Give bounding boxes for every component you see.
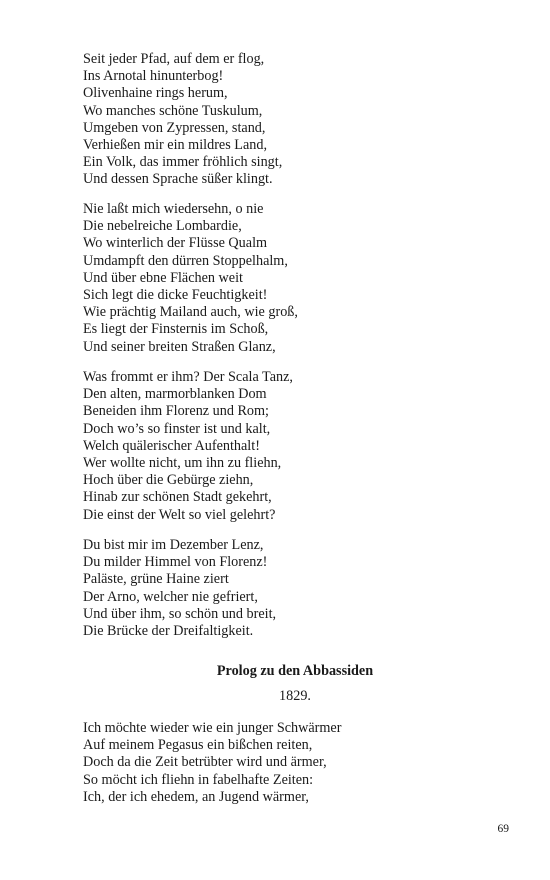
verse-line: Wo winterlich der Flüsse Qualm [83, 235, 268, 252]
verse-line: Du milder Himmel von Florenz! [83, 554, 268, 571]
verse-line: Doch da die Zeit betrübter wird und ärmer, [83, 754, 327, 771]
stanza-1 [83, 51, 282, 189]
verse-line: Und über ebne Flächen weit [83, 269, 243, 286]
verse-line: Die einst der Welt so viel gelehrt? [83, 506, 276, 523]
verse-line: Wie prächtig Mailand auch, wie groß, [83, 304, 298, 321]
verse-line: Und seiner breiten Straßen Glanz, [83, 338, 276, 355]
verse-line: Die Brücke der Dreifaltigkeit. [83, 623, 254, 640]
poem2-stanza-1 [83, 720, 341, 806]
verse-line: Welch quälerischer Aufenthalt! [83, 437, 260, 454]
stanza-4 [83, 537, 276, 640]
stanza-2 [83, 201, 298, 356]
verse-line: Beneiden ihm Florenz und Rom; [83, 403, 269, 420]
verse-line: Nie laßt mich wiedersehn, o nie [83, 201, 264, 217]
stanza-3 [83, 369, 293, 524]
verse-line: Wo manches schöne Tuskulum, [83, 102, 263, 119]
verse-line: Paläste, grüne Haine ziert [83, 571, 229, 588]
verse-line: Seit jeder Pfad, auf dem er flog, [83, 51, 265, 67]
verse-line: Die nebelreiche Lombardie, [83, 218, 242, 235]
verse-line: Umdampft den dürren Stoppelhalm, [83, 252, 288, 269]
verse-line: Wer wollte nicht, um ihn zu fliehn, [83, 455, 282, 472]
verse-line: Was frommt er ihm? Der Scala Tanz, [83, 369, 293, 385]
verse-line: So möcht ich fliehn in fabelhafte Zeiten: [83, 771, 314, 788]
verse-line: Auf meinem Pegasus ein bißchen reiten, [83, 737, 313, 754]
verse-line: Hoch über die Gebürge ziehn, [83, 472, 254, 489]
verse-line: Ich möchte wieder wie ein junger Schwärmer [83, 720, 342, 736]
verse-line: Und über ihm, so schön und breit, [83, 605, 277, 622]
verse-line: Ins Arnotal hinunterbog! [83, 68, 224, 85]
verse-line: Verhießen mir ein mildres Land, [83, 137, 267, 154]
verse-line: Olivenhaine rings herum, [83, 85, 228, 102]
verse-line: Hinab zur schönen Stadt gekehrt, [83, 489, 272, 506]
verse-line: Der Arno, welcher nie gefriert, [83, 588, 258, 605]
verse-line: Den alten, marmorblanken Dom [83, 386, 267, 403]
verse-line: Ein Volk, das immer fröhlich singt, [83, 154, 283, 171]
verse-line: Sich legt die dicke Feuchtigkeit! [83, 287, 268, 304]
verse-line: Und dessen Sprache süßer klingt. [83, 171, 273, 188]
poem-title: Prolog zu den Abbassiden [216, 663, 374, 679]
verse-line: Umgeben von Zypressen, stand, [83, 119, 266, 136]
page-number: 69 [497, 823, 509, 835]
verse-line: Ich, der ich ehedem, an Jugend wärmer, [83, 788, 309, 805]
verse-line: Es liegt der Finsternis im Schoß, [83, 321, 269, 338]
verse-line: Du bist mir im Dezember Lenz, [83, 537, 264, 553]
poem-year: 1829. [279, 688, 311, 704]
verse-line: Doch wo’s so finster ist und kalt, [83, 420, 271, 437]
